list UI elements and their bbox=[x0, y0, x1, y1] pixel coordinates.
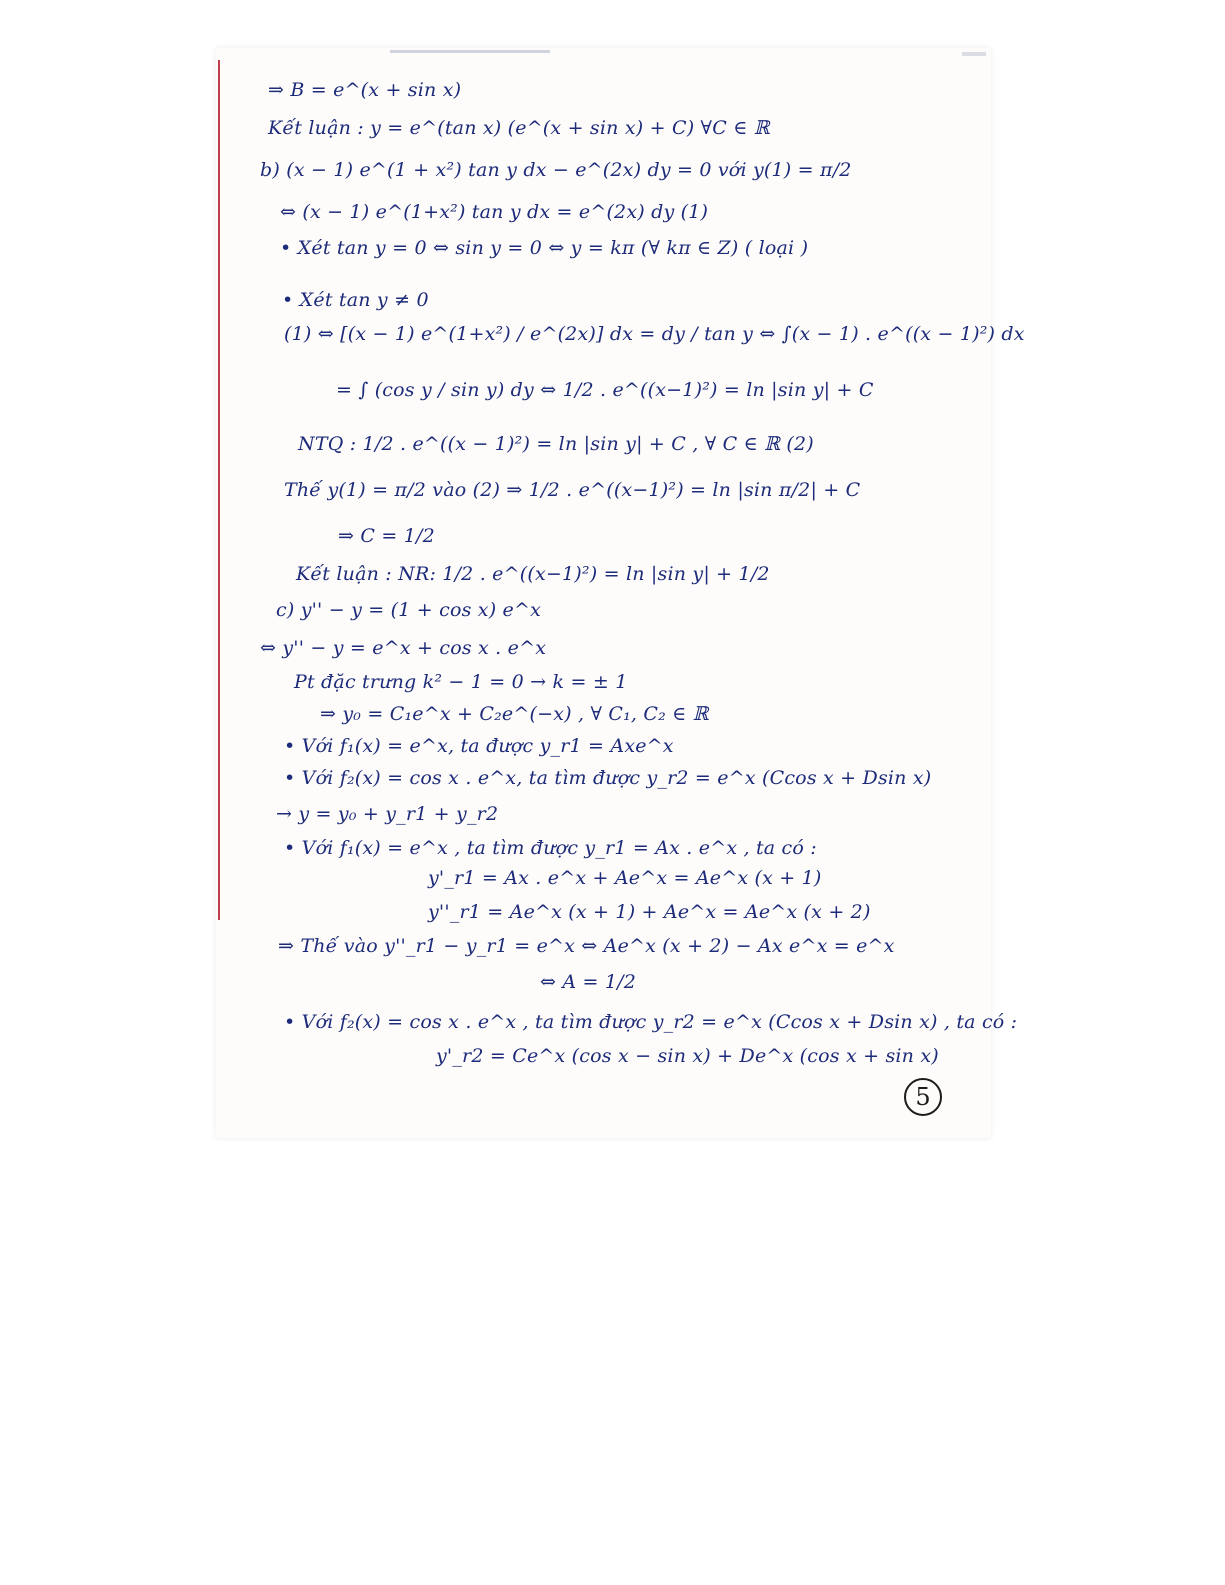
handwritten-line: y''_r1 = Ae^x (x + 1) + Ae^x = Ae^x (x + 2) bbox=[428, 901, 871, 923]
handwritten-line: • Xét tan y ≠ 0 bbox=[282, 289, 429, 311]
handwritten-line: c) y'' − y = (1 + cos x) e^x bbox=[276, 599, 542, 621]
handwritten-line: ⇒ y₀ = C₁e^x + C₂e^(−x) , ∀ C₁, C₂ ∈ ℝ bbox=[320, 703, 709, 725]
handwritten-line: → y = y₀ + y_r1 + y_r2 bbox=[276, 803, 499, 825]
handwritten-line: Pt đặc trưng k² − 1 = 0 → k = ± 1 bbox=[294, 671, 628, 693]
handwritten-line: Thế y(1) = π/2 vào (2) ⇒ 1/2 . e^((x−1)²) = ln |sin π/2| + C bbox=[284, 479, 861, 501]
handwritten-line: b) (x − 1) e^(1 + x²) tan y dx − e^(2x) dy = 0 với y(1) = π/2 bbox=[260, 159, 852, 181]
margin-line bbox=[218, 60, 220, 920]
handwritten-line: y'_r2 = Ce^x (cos x − sin x) + De^x (cos x + sin x) bbox=[436, 1045, 939, 1067]
handwritten-line: • Với f₁(x) = e^x , ta tìm được y_r1 = Ax . e^x , ta có : bbox=[284, 837, 817, 859]
handwritten-line: ⇒ B = e^(x + sin x) bbox=[268, 79, 462, 101]
handwritten-line: Kết luận : NR: 1/2 . e^((x−1)²) = ln |sin y| + 1/2 bbox=[296, 563, 770, 585]
handwritten-line: NTQ : 1/2 . e^((x − 1)²) = ln |sin y| + C , ∀ C ∈ ℝ (2) bbox=[298, 433, 814, 455]
handwritten-line: ⇒ Thế vào y''_r1 − y_r1 = e^x ⇔ Ae^x (x + 2) − Ax e^x = e^x bbox=[278, 935, 895, 957]
handwritten-line: Kết luận : y = e^(tan x) (e^(x + sin x) + C) ∀C ∈ ℝ bbox=[268, 117, 770, 139]
handwritten-line: ⇔ y'' − y = e^x + cos x . e^x bbox=[260, 637, 547, 659]
scan-smudge-corner bbox=[962, 52, 986, 56]
scan-smudge-top bbox=[390, 50, 550, 53]
handwritten-line: • Xét tan y = 0 ⇔ sin y = 0 ⇔ y = kπ (∀ kπ ∈ Z) ( loại ) bbox=[280, 237, 809, 259]
handwritten-line: ⇔ A = 1/2 bbox=[540, 971, 637, 993]
handwritten-line: (1) ⇔ [(x − 1) e^(1+x²) / e^(2x)] dx = dy / tan y ⇔ ∫(x − 1) . e^((x − 1)²) dx bbox=[284, 323, 1025, 345]
handwritten-line: • Với f₂(x) = cos x . e^x , ta tìm được y_r2 = e^x (Ccos x + Dsin x) , ta có : bbox=[284, 1011, 1018, 1033]
handwritten-line: = ∫ (cos y / sin y) dy ⇔ 1/2 . e^((x−1)²) = ln |sin y| + C bbox=[336, 379, 874, 401]
handwritten-line: ⇔ (x − 1) e^(1+x²) tan y dx = e^(2x) dy (1) bbox=[280, 201, 709, 223]
page-number: 5 bbox=[904, 1078, 942, 1116]
handwritten-line: • Với f₁(x) = e^x, ta được y_r1 = Axe^x bbox=[284, 735, 674, 757]
handwritten-line: • Với f₂(x) = cos x . e^x, ta tìm được y_r2 = e^x (Ccos x + Dsin x) bbox=[284, 767, 932, 789]
handwritten-line: ⇒ C = 1/2 bbox=[338, 525, 435, 547]
handwritten-line: y'_r1 = Ax . e^x + Ae^x = Ae^x (x + 1) bbox=[428, 867, 822, 889]
